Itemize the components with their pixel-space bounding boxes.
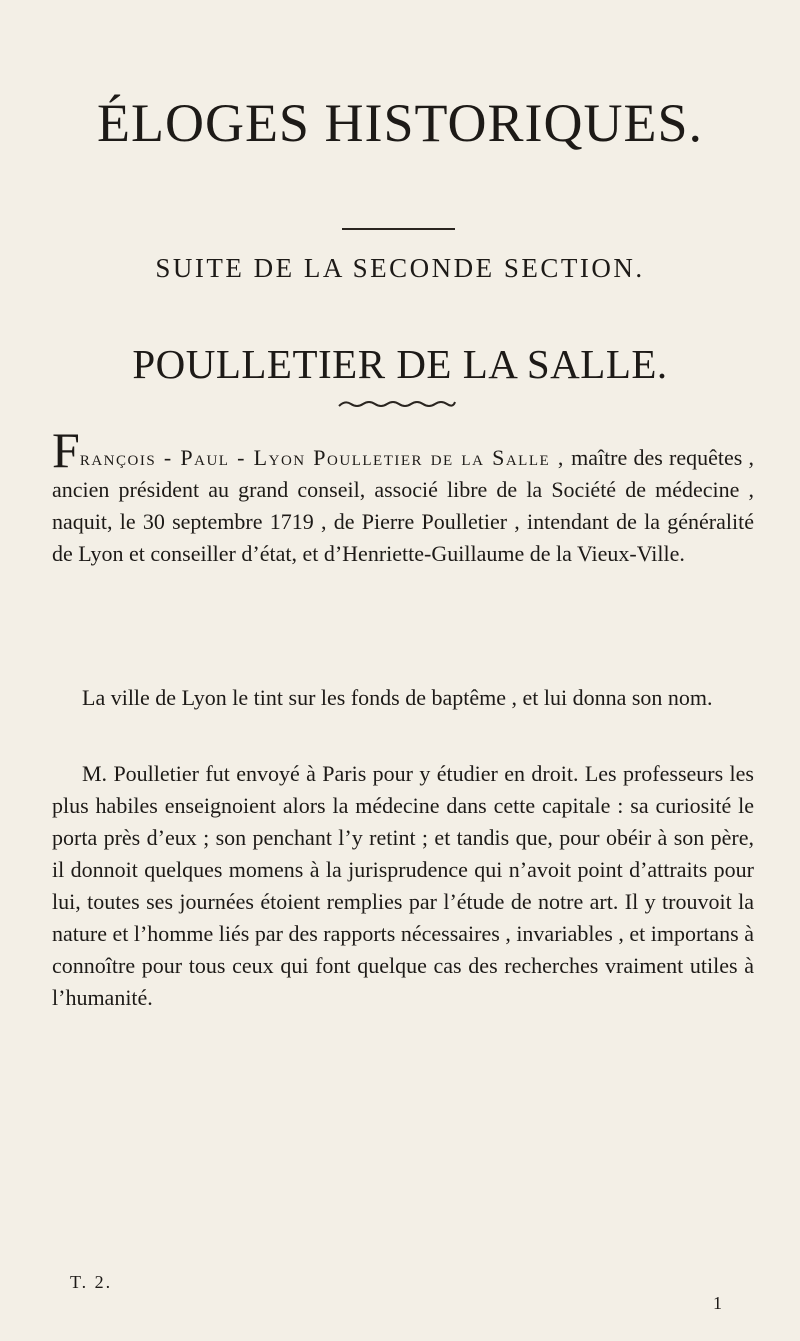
page-number: 1 bbox=[713, 1293, 722, 1313]
paragraph-1-text: maître des requêtes , ancien président au grand conseil, associé libre de la Société de médecine , naquit, le 30 septembre 1719 , de Pierre Poulletier , intendant de la généralité de Lyon et conseiller d’état, et d’Henriette-Guillaume de la Vieux-Ville. bbox=[52, 445, 754, 566]
wavy-ornament bbox=[337, 398, 457, 410]
paragraph-1 bbox=[52, 422, 754, 570]
subject-name: rançois - Paul - Lyon Poulletier de la Salle , bbox=[79, 445, 565, 470]
chapter-heading: POULLETIER DE LA SALLE. bbox=[132, 341, 668, 387]
drop-cap: F bbox=[52, 422, 80, 478]
signature-mark: T. 2. bbox=[70, 1272, 113, 1292]
page-title: ÉLOGES HISTORIQUES. bbox=[96, 93, 703, 153]
title-rule bbox=[342, 228, 455, 230]
section-subtitle: SUITE DE LA SECONDE SECTION. bbox=[155, 253, 645, 283]
paragraph-3: M. Poulletier fut envoyé à Paris pour y étudier en droit. Les professeurs les plus habiles enseignoient alors la médecine dans cette capitale : sa curiosité le porta près d’eux ; son penchant l’y retint ; et tandis que, pour obéir à son père, il donnoit quelques momens à la jurisprudence qui n’avoit point d’attraits pour lui, toutes ses journées étoient remplies par l’étude de notre art. Il y trouvoit la nature et l’homme liés par des rapports nécessaires , invariables , et importans à connoître pour tous ceux qui font quelque cas des recherches vraiment utiles à l’humanité. bbox=[52, 761, 754, 1010]
paragraph-2: La ville de Lyon le tint sur les fonds de baptême , et lui donna son nom. bbox=[82, 685, 713, 710]
